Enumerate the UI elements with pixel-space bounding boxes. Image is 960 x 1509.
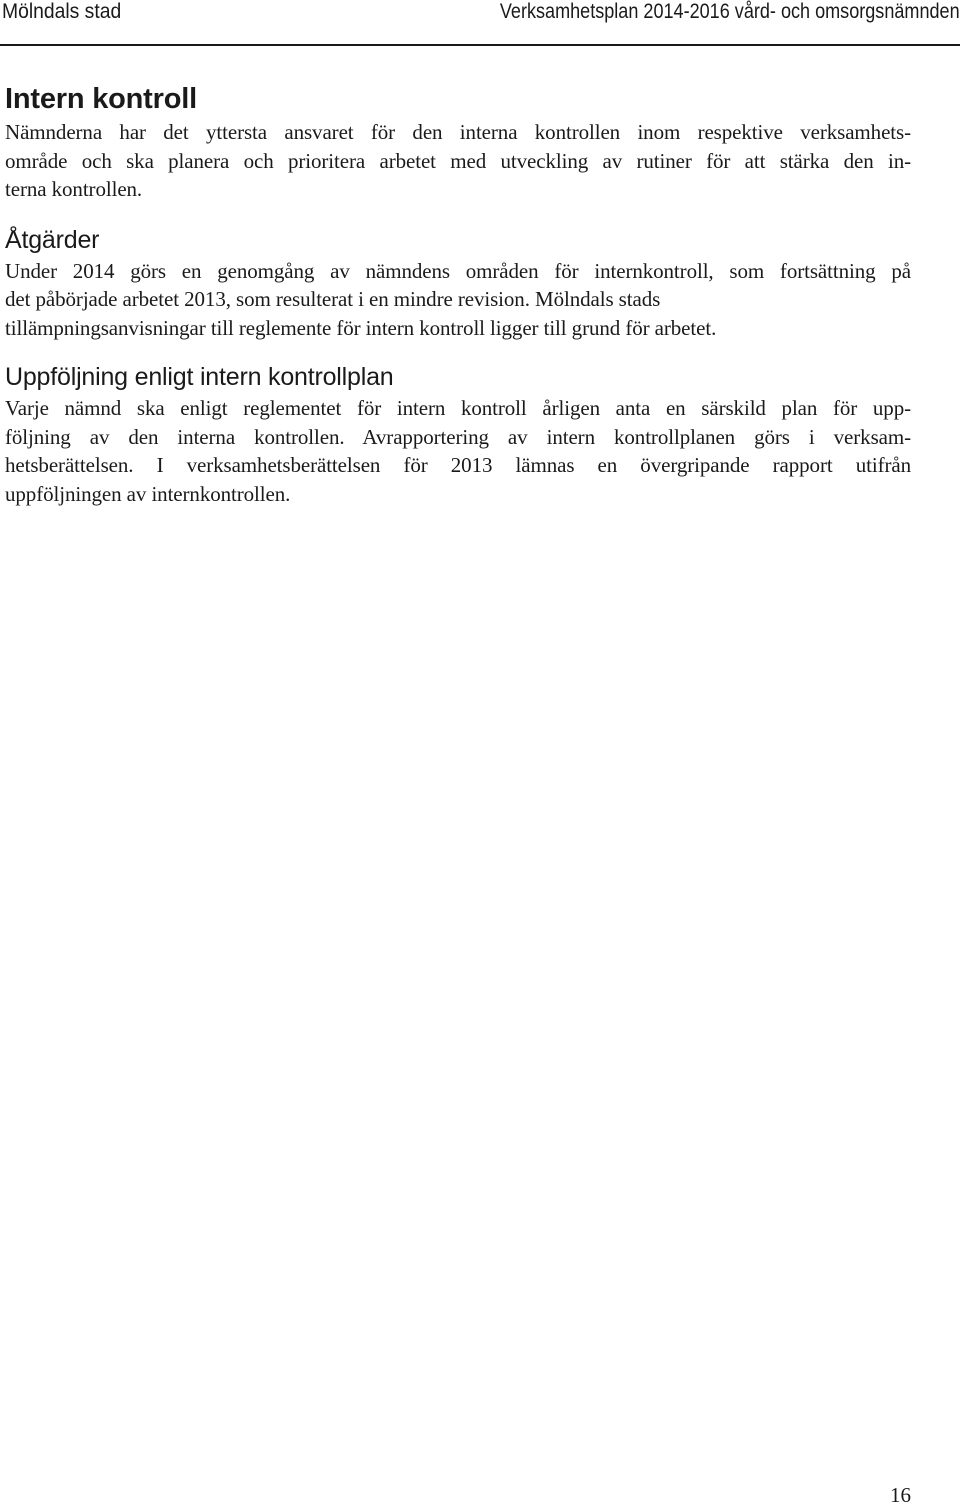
header-organization: Mölndals stad xyxy=(2,0,122,23)
header-document-title: Verksamhetsplan 2014-2016 vård- och omsorgsnämnden xyxy=(500,0,960,23)
subsection-title-uppfoljning: Uppföljning enligt intern kontrollplan xyxy=(5,363,394,391)
page-number: 16 xyxy=(890,1483,911,1507)
running-header xyxy=(0,0,960,30)
paragraph-line: terna kontrollen. xyxy=(5,177,143,201)
paragraph-line: Nämnderna har det yttersta ansvaret för den interna kontrollen inom respektive verksamhets- xyxy=(5,120,911,144)
paragraph-line: Under 2014 görs en genomgång av nämndens områden för internkontroll, som fortsättning på xyxy=(5,258,911,283)
header-divider xyxy=(0,44,960,46)
paragraph-line: tillämpningsanvisningar till reglemente för intern kontroll ligger till grund för arbetet. xyxy=(5,315,717,340)
uppfoljning-paragraph xyxy=(5,394,911,508)
paragraph-line: område och ska planera och prioritera arbetet med utveckling av rutiner för att stärka den in- xyxy=(5,148,911,173)
paragraph-line: hetsberättelsen. I verksamhetsberättelsen för 2013 lämnas en övergripande rapport utifrån xyxy=(5,453,911,477)
atgarder-paragraph xyxy=(5,257,911,343)
paragraph-line: uppföljningen av internkontrollen. xyxy=(5,481,291,506)
paragraph-line: följning av den interna kontrollen. Avrapportering av intern kontrollplanen görs i verksam- xyxy=(5,424,911,449)
intro-paragraph xyxy=(5,118,911,204)
paragraph-line: Varje nämnd ska enligt reglementet för intern kontroll årligen anta en särskild plan för upp- xyxy=(5,396,911,420)
section-title: Intern kontroll xyxy=(5,83,197,115)
page-content xyxy=(5,80,911,508)
subsection-title-atgarder: Åtgärder xyxy=(5,225,100,254)
paragraph-line: det påbörjade arbetet 2013, som resulterat i en mindre revision. Mölndals stads xyxy=(5,287,661,311)
